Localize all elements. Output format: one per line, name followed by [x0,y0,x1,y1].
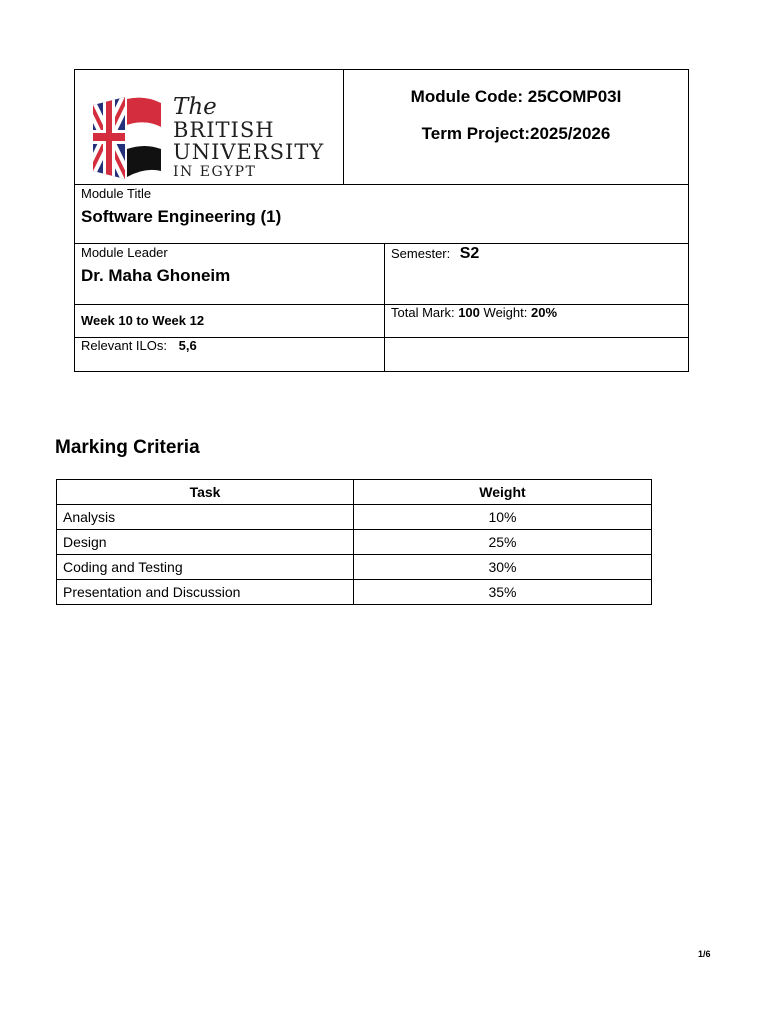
module-title-cell [75,185,689,244]
weight-cell: 10% [354,505,652,530]
module-leader-cell [75,244,385,305]
logo-line-egypt: IN EGYPT [173,164,257,180]
logo-line-british: BRITISH [173,118,275,142]
ilos-cell [75,338,385,372]
weight-label: Weight: [483,305,528,320]
semester-label: Semester: [391,246,451,261]
weight-cell: 30% [354,555,652,580]
logo-line-university: UNIVERSITY [173,140,325,164]
total-mark-value: 100 [458,305,480,320]
logo-line-the: The [173,94,217,120]
term-project [344,124,688,144]
marking-criteria-table [56,479,652,605]
empty-cell [385,338,689,372]
module-leader-label: Module Leader [81,245,168,260]
logo-wordmark [173,96,324,179]
term-project-label: Term Project: [421,124,530,143]
module-code-label: Module Code: [410,87,524,106]
module-title-label: Module Title [81,186,152,201]
page-number: 1/6 [698,949,711,959]
university-logo [75,70,343,179]
total-mark-label: Total Mark: [391,305,455,320]
column-header-task: Task [57,480,354,505]
table-header-row [57,480,652,505]
semester-cell [385,244,689,305]
term-project-value: 2025/2026 [529,124,611,143]
total-mark-line [385,305,688,320]
total-mark-cell [385,305,689,338]
module-leader: Dr. Maha Ghoneim [81,266,231,285]
weight-cell: 25% [354,530,652,555]
column-header-weight: Weight [354,480,652,505]
flag-emblem-icon [87,97,163,179]
task-cell: Coding and Testing [57,555,354,580]
weight-cell: 35% [354,580,652,605]
module-title: Software Engineering (1) [81,207,282,226]
table-row [57,505,652,530]
module-code [344,87,688,107]
table-row [57,555,652,580]
semester-value: S2 [459,245,480,262]
weeks: Week 10 to Week 12 [81,313,205,328]
task-cell: Design [57,530,354,555]
logo-cell [75,70,344,185]
weeks-cell [75,305,385,338]
ilos-value: 5,6 [178,338,197,353]
weight-value: 20% [531,305,558,320]
module-code-value: 25COMP03I [527,87,622,106]
module-code-cell [344,70,689,185]
table-row [57,580,652,605]
task-cell: Analysis [57,505,354,530]
task-cell: Presentation and Discussion [57,580,354,605]
module-info-table [74,69,689,372]
table-row [57,530,652,555]
marking-criteria-title: Marking Criteria [55,437,200,458]
ilos-line [75,338,384,353]
ilos-label: Relevant ILOs: [81,338,167,353]
